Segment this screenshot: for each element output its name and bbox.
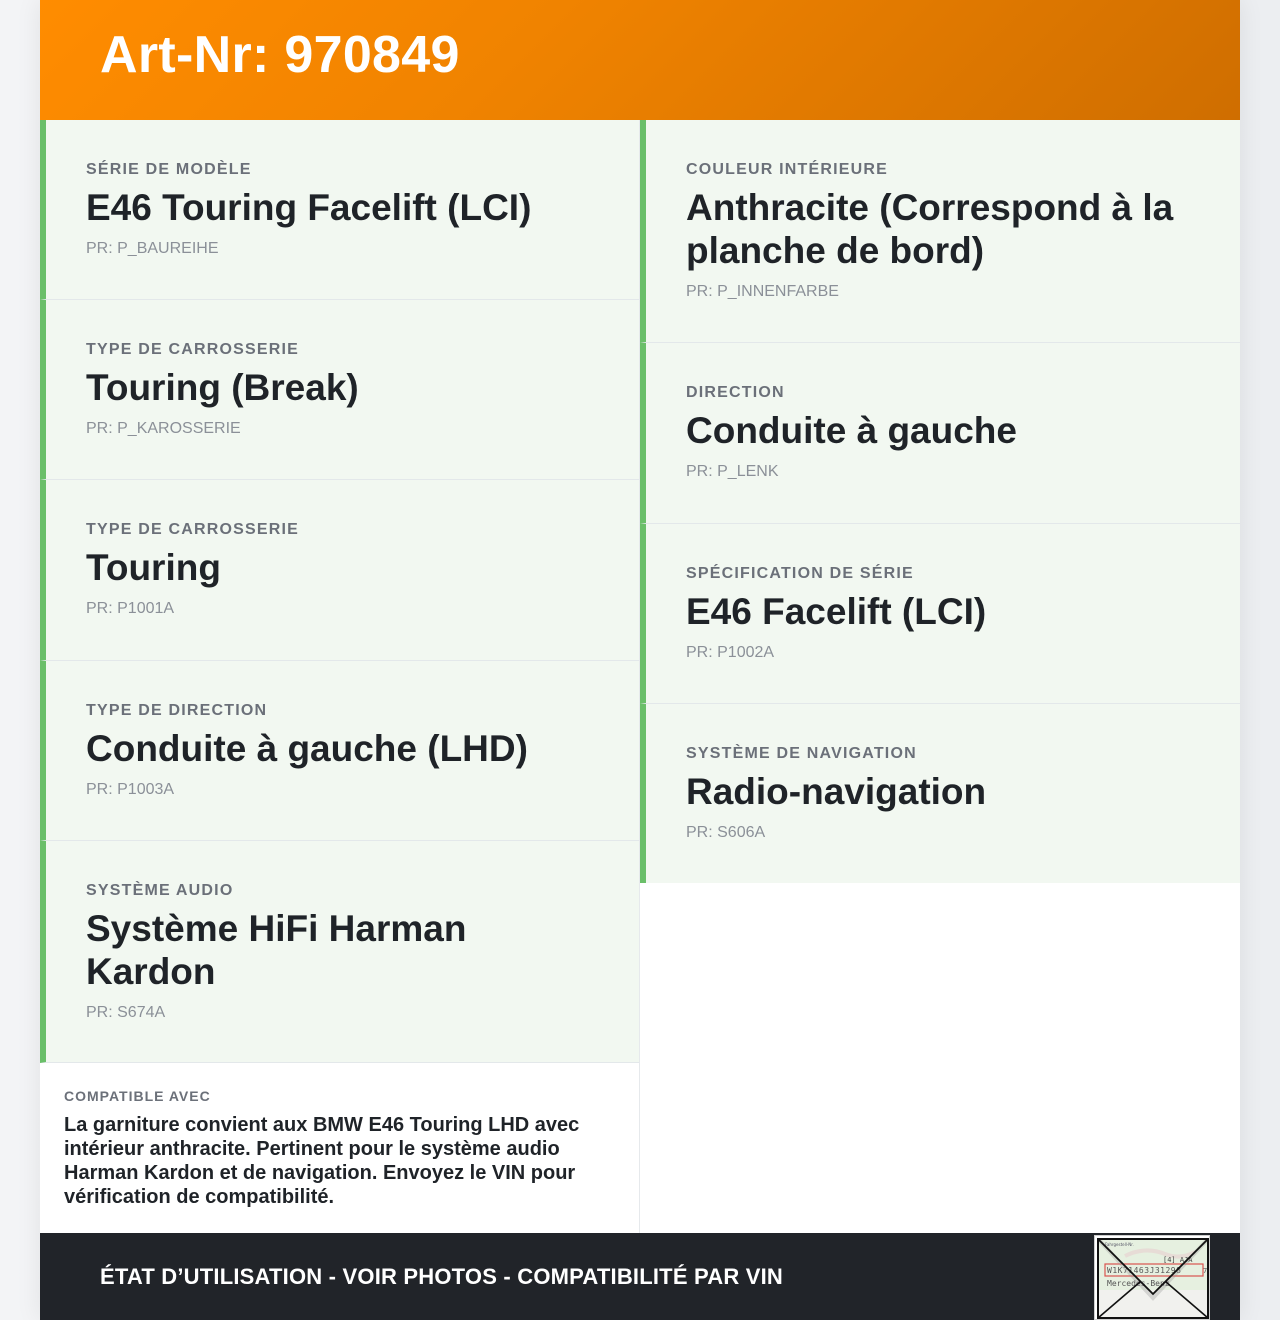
spec-column-left — [40, 120, 640, 1233]
header — [40, 0, 1240, 120]
spec-value: E46 Facelift (LCI) — [686, 591, 987, 632]
spec-pr-code: PR: P1002A — [686, 644, 775, 661]
spec-value: Touring (Break) — [86, 367, 359, 408]
spec-value: Conduite à gauche — [686, 410, 1017, 451]
spec-label: DIRECTION — [686, 384, 785, 401]
spec-value: Radio-navigation — [686, 771, 987, 812]
svg-text:[4] AJA: [4] AJA — [1163, 1256, 1193, 1264]
compatibility-section — [40, 1063, 639, 1233]
spec-label: SPÉCIFICATION DE SÉRIE — [686, 565, 914, 582]
spec-pr-code: PR: P_INNENFARBE — [686, 283, 839, 300]
footer-banner — [40, 1233, 1240, 1320]
spec-label: SÉRIE DE MODÈLE — [86, 161, 252, 178]
spec-pr-code: PR: P_BAUREIHE — [86, 240, 219, 257]
svg-text:W1K71463J31298: W1K71463J31298 — [1107, 1266, 1182, 1275]
envelope-vin-document-icon — [1094, 1235, 1210, 1320]
spec-pr-code: PR: S606A — [686, 824, 766, 841]
spec-grid — [40, 120, 1240, 1233]
spec-card-steering — [640, 343, 1240, 524]
spec-column-right — [640, 120, 1240, 883]
compatibility-text: La garniture convient aux BMW E46 Touring LHD avec intérieur anthracite. Pertinent pour le système audio Harman Kardon et de navigation. Envoyez le VIN pour vérification de compatibilité. — [64, 1114, 580, 1208]
spec-card-body-type-code — [40, 480, 639, 661]
spec-label: SYSTÈME AUDIO — [86, 882, 234, 899]
spec-label: SYSTÈME DE NAVIGATION — [686, 745, 917, 762]
spec-pr-code: PR: P1001A — [86, 600, 175, 617]
spec-label: TYPE DE CARROSSERIE — [86, 341, 300, 358]
spec-card-model-series — [40, 120, 639, 300]
spec-value: Conduite à gauche (LHD) — [86, 728, 528, 769]
spec-label: COULEUR INTÉRIEURE — [686, 161, 889, 178]
svg-text:Mercedes-Benz: Mercedes-Benz — [1107, 1279, 1170, 1288]
spec-card-navigation — [640, 704, 1240, 883]
spec-card-body-type — [40, 300, 639, 480]
svg-text:Fahrgestell-Nr.: Fahrgestell-Nr. — [1105, 1242, 1134, 1247]
spec-pr-code: PR: P_KAROSSERIE — [86, 420, 241, 437]
spec-card-series-spec — [640, 524, 1240, 704]
spec-card-audio-system — [40, 841, 639, 1063]
svg-text:7: 7 — [1203, 1267, 1208, 1275]
spec-card-interior-color — [640, 120, 1240, 343]
spec-pr-code: PR: S674A — [86, 1004, 166, 1021]
spec-value: E46 Touring Facelift (LCI) — [86, 187, 532, 228]
spec-label: TYPE DE DIRECTION — [86, 702, 268, 719]
footer-text: ÉTAT D’UTILISATION - VOIR PHOTOS - COMPATIBILITÉ PAR VIN — [100, 1263, 784, 1289]
spec-pr-code: PR: P1003A — [86, 781, 175, 798]
spec-value: Système HiFi Harman Kardon — [86, 908, 467, 992]
spec-card-steering-type — [40, 661, 639, 841]
spec-label: TYPE DE CARROSSERIE — [86, 521, 300, 538]
spec-value: Anthracite (Correspond à la planche de bord) — [686, 187, 1174, 271]
article-number-title: Art-Nr: 970849 — [100, 26, 460, 84]
product-sheet — [40, 0, 1240, 1320]
spec-value: Touring — [86, 547, 221, 588]
spec-pr-code: PR: P_LENK — [686, 463, 779, 480]
compatibility-label: COMPATIBLE AVEC — [64, 1088, 211, 1104]
